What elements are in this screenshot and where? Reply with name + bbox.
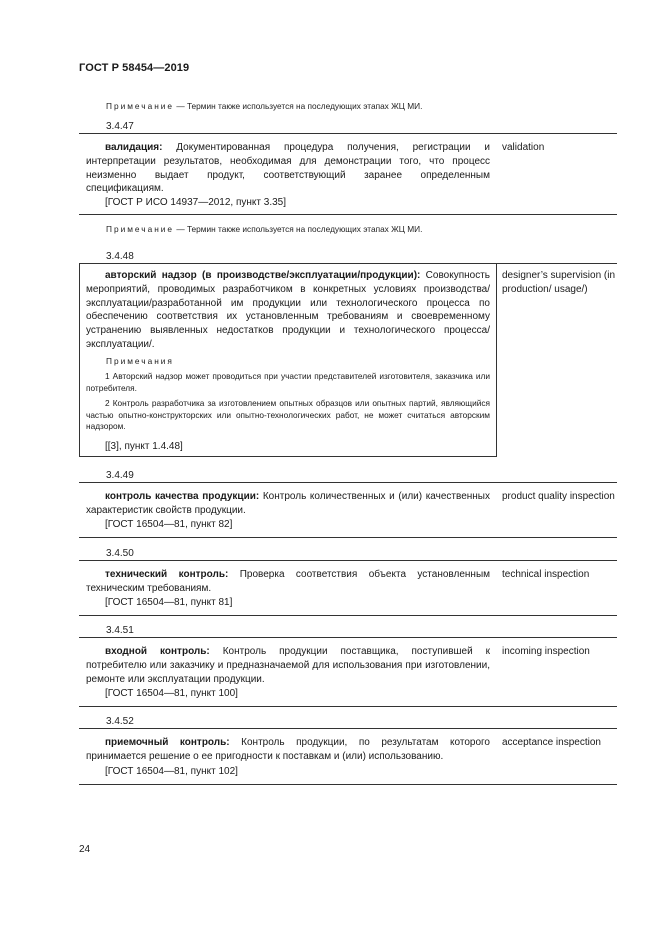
- english-term: acceptance inspection: [502, 737, 601, 748]
- term-definition: [86, 269, 490, 352]
- term-name: контроль качества продукции:: [105, 491, 260, 502]
- term-entry: [79, 560, 617, 616]
- term-number: 3.4.49: [106, 470, 134, 481]
- notes-title: Примечания: [106, 356, 174, 366]
- note-label: Примечание: [106, 101, 175, 111]
- term-entry-framed: [79, 263, 497, 457]
- term-number: 3.4.50: [106, 548, 134, 559]
- definition-text: Совокупность мероприятий, проводимых разработчиком в конкретных условиях производства/эксплуатации/разработанной им продукции или технологического процесса по обеспечению соответствия их установленным требованиям и своевременному устранению выявленных недостатков продукции и технологического процесса/эксплуатации/.: [86, 270, 490, 350]
- term-source: [ГОСТ 16504—81, пункт 100]: [105, 688, 238, 699]
- term-definition: [86, 736, 490, 764]
- english-term: validation: [502, 142, 545, 153]
- term-entry: [79, 637, 617, 707]
- term-number: 3.4.51: [106, 625, 134, 636]
- term-number: 3.4.47: [106, 121, 134, 132]
- term-definition: [86, 645, 490, 686]
- term-source: [ГОСТ Р ИСО 14937—2012, пункт 3.35]: [105, 197, 287, 208]
- english-term: incoming inspection: [502, 646, 590, 657]
- term-definition: [86, 141, 490, 196]
- term-source: [ГОСТ 16504—81, пункт 82]: [105, 519, 233, 530]
- definition-text: Проверка соответствия объекта установленным техническим требованиям.: [86, 569, 491, 594]
- term-name: авторский надзор (в производстве/эксплуатации/продукции):: [105, 270, 421, 281]
- note-item: 2 Контроль разработчика за изготовлением опытных образцов или опытных партий, являющийся частью опытно-конструкторских или опытно-технологических работ, не может считаться авторским надзором.: [86, 398, 490, 431]
- term-source: [ГОСТ 16504—81, пункт 81]: [105, 597, 233, 608]
- definition-text: Контроль количественных и (или) качественных характеристик свойств продукции.: [86, 491, 490, 516]
- definition-text: Контроль продукции поставщика, поступившей к потребителю или заказчику и предназначаемой для использования при изготовлении, ремонте или эксплуатации продукции.: [86, 646, 491, 685]
- term-source: [ГОСТ 16504—81, пункт 102]: [105, 766, 238, 777]
- term-source: [[3], пункт 1.4.48]: [105, 441, 183, 452]
- english-term: product quality inspection: [502, 491, 615, 502]
- term-definition: [86, 568, 490, 596]
- document-code: ГОСТ Р 58454—2019: [79, 62, 190, 74]
- note-text: — Термин также используется на последующих этапах ЖЦ МИ.: [174, 101, 423, 111]
- english-term: technical inspection: [502, 569, 590, 580]
- term-entry: [79, 482, 617, 538]
- term-name: приемочный контроль:: [105, 737, 230, 748]
- note-line: [106, 224, 422, 234]
- term-name: технический контроль:: [105, 569, 229, 580]
- term-number: 3.4.52: [106, 716, 134, 727]
- note-item: 1 Авторский надзор может проводиться при участии представителей изготовителя, заказчика или потребителя.: [86, 371, 490, 393]
- definition-text: Контроль продукции, по результатам которого принимается решение о ее пригодности к поставкам и (или) использованию.: [86, 737, 490, 762]
- term-entry: [79, 133, 617, 215]
- english-column: [497, 263, 617, 324]
- term-name: валидация:: [105, 142, 163, 153]
- english-term: designer’s supervision (in production/ usage/): [502, 270, 616, 295]
- note-line: [106, 101, 422, 111]
- term-definition: [86, 490, 490, 518]
- term-entry: [79, 728, 617, 785]
- page-number: 24: [79, 844, 91, 855]
- note-text: — Термин также используется на последующих этапах ЖЦ МИ.: [174, 224, 423, 234]
- definition-text: Документированная процедура получения, регистрации и интерпретации результатов, необходимая для демонстрации того, что процесс неизменно выдает продукт, соответствующий заранее определенным спецификациям.: [86, 142, 490, 195]
- term-name: входной контроль:: [105, 646, 210, 657]
- term-number: 3.4.48: [106, 251, 134, 262]
- note-label: Примечание: [106, 224, 175, 234]
